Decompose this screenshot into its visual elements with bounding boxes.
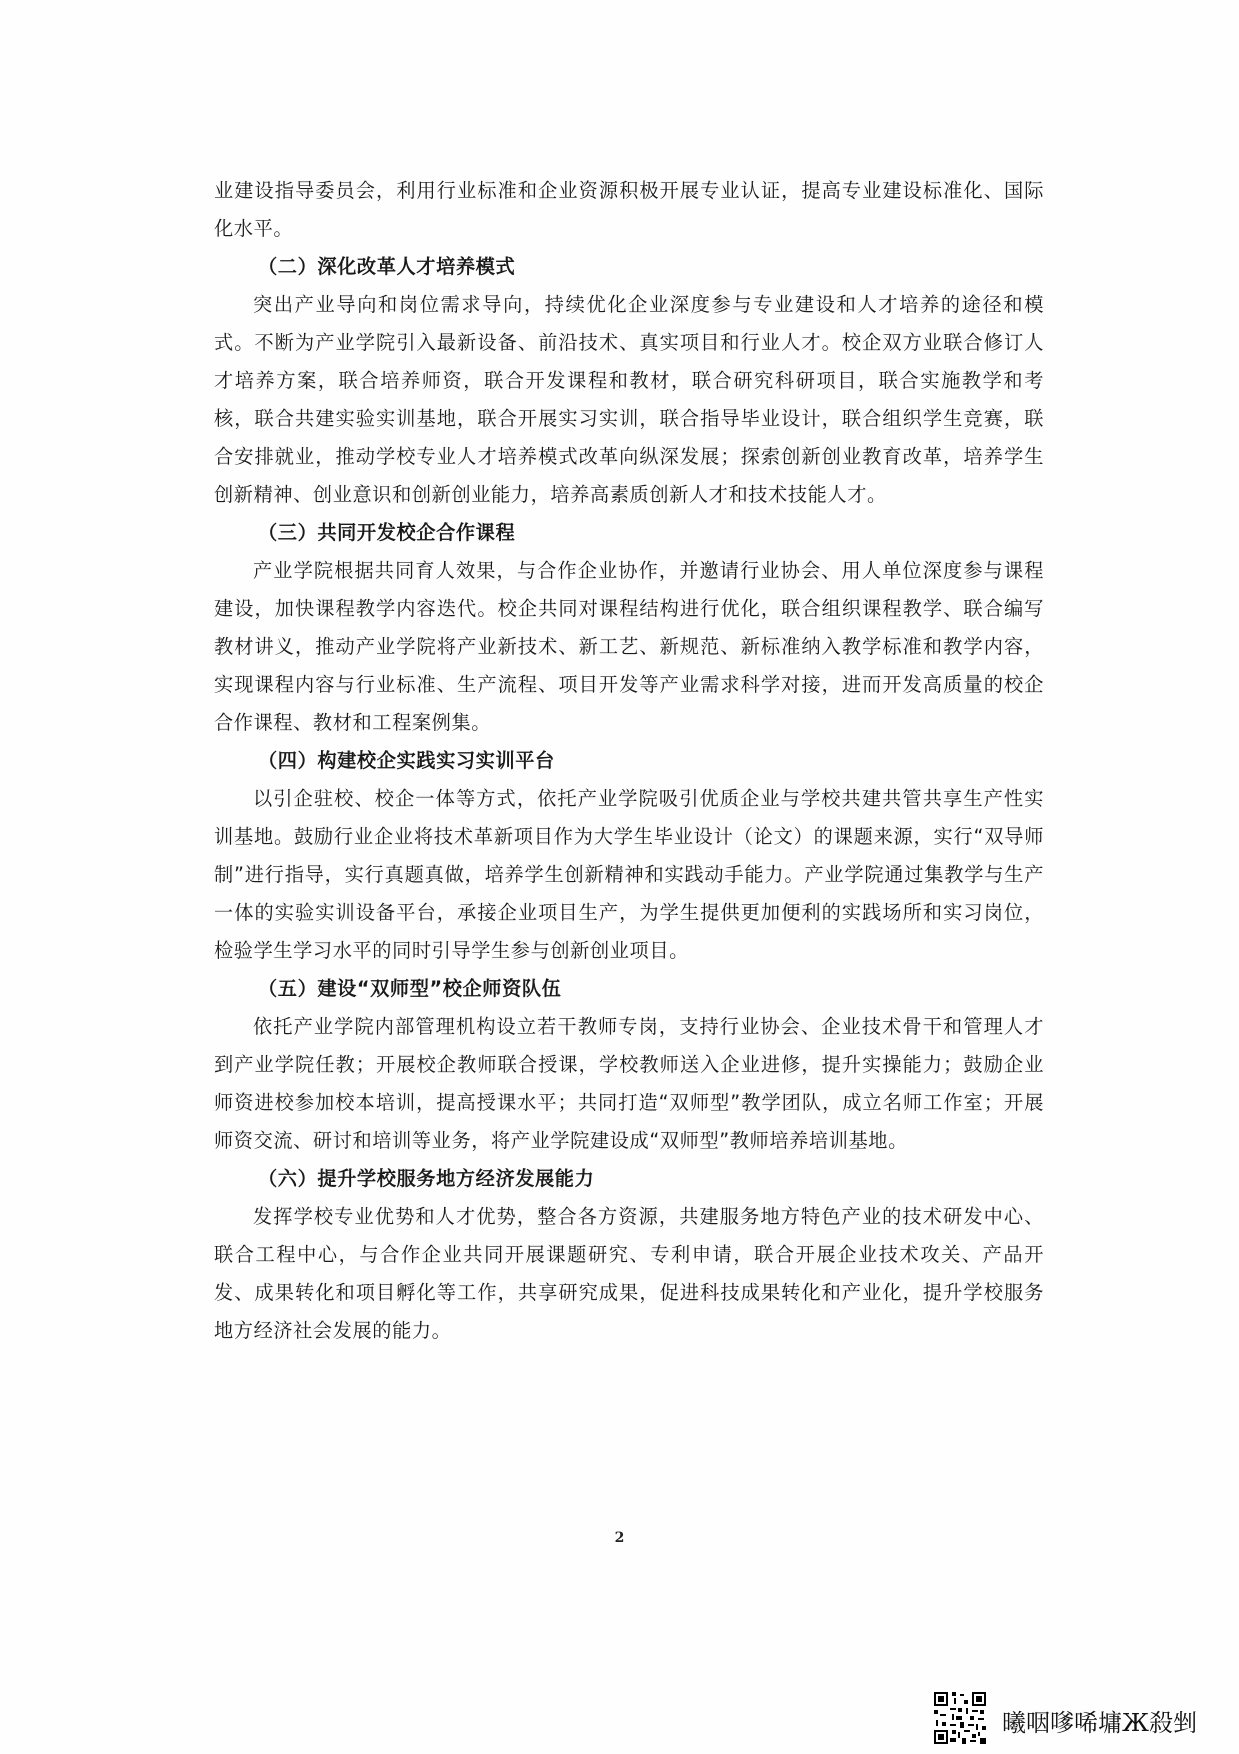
section-heading-3: （三）共同开发校企合作课程 xyxy=(258,521,516,544)
section-body-2: 突出产业导向和岗位需求导向，持续优化企业深度参与专业建设和人才培养的途径和模式。不断为产业学院引入最新设备、前沿技术、真实项目和行业人才。校企双方业联合修订人才培养方案，联合培养师资，联合开发课程和教材，联合研究科研项目，联合实施教学和考核，联合共建实验实训基地，联合开展实习实训，联合指导毕业设计，联合组织学生竞赛，联合安排就业，推动学校专业人才培养模式改革向纵深发展；探索创新创业教育改革，培养学生创新精神、创业意识和创新创业能力，培养高素质创新人才和技术技能人才。 xyxy=(214,293,1044,506)
page-number: 2 xyxy=(614,1530,625,1546)
section-heading-6: （六）提升学校服务地方经济发展能力 xyxy=(258,1167,595,1190)
scan-footer xyxy=(932,1690,1232,1750)
document-body xyxy=(214,172,1044,1350)
section-body-3: 产业学院根据共同育人效果，与合作企业协作，并邀请行业协会、用人单位深度参与课程建设，加快课程教学内容迭代。校企共同对课程结构进行优化，联合组织课程教学、联合编写教材讲义，推动产业学院将产业新技术、新工艺、新规范、新标准纳入教学标准和教学内容，实现课程内容与行业标准、生产流程、项目开发等产业需求科学对接，进而开发高质量的校企合作课程、教材和工程案例集。 xyxy=(214,559,1044,734)
intro-paragraph: 业建设指导委员会，利用行业标准和企业资源积极开展专业认证，提高专业建设标准化、国际化水平。 xyxy=(214,179,1044,240)
section-body-5: 依托产业学院内部管理机构设立若干教师专岗，支持行业协会、企业技术骨干和管理人才到产业学院任教；开展校企教师联合授课，学校教师送入企业进修，提升实操能力；鼓励企业师资进校参加校本培训，提高授课水平；共同打造“双师型”教学团队，成立名师工作室；开展师资交流、研讨和培训等业务，将产业学院建设成“双师型”教师培养培训基地。 xyxy=(214,1015,1044,1152)
section-heading-5: （五）建设“双师型”校企师资队伍 xyxy=(258,977,562,1000)
section-body-6: 发挥学校专业优势和人才优势，整合各方资源，共建服务地方特色产业的技术研发中心、联合工程中心，与合作企业共同开展课题研究、专利申请，联合开展企业技术攻关、产品开发、成果转化和项目孵化等工作，共享研究成果，促进科技成果转化和产业化，提升学校服务地方经济社会发展的能力。 xyxy=(214,1205,1044,1342)
qr-code-icon xyxy=(932,1690,988,1746)
section-heading-2: （二）深化改革人才培养模式 xyxy=(258,255,516,278)
section-heading-4: （四）构建校企实践实习实训平台 xyxy=(258,749,555,772)
scan-footer-text: 曦咽嗲唏墉Ж殺剉 xyxy=(1002,1709,1197,1737)
section-body-4: 以引企驻校、校企一体等方式，依托产业学院吸引优质企业与学校共建共管共享生产性实训基地。鼓励行业企业将技术革新项目作为大学生毕业设计（论文）的课题来源，实行“双导师制”进行指导，实行真题真做，培养学生创新精神和实践动手能力。产业学院通过集教学与生产一体的实验实训设备平台，承接企业项目生产，为学生提供更加便利的实践场所和实习岗位，检验学生学习水平的同时引导学生参与创新创业项目。 xyxy=(214,787,1044,962)
